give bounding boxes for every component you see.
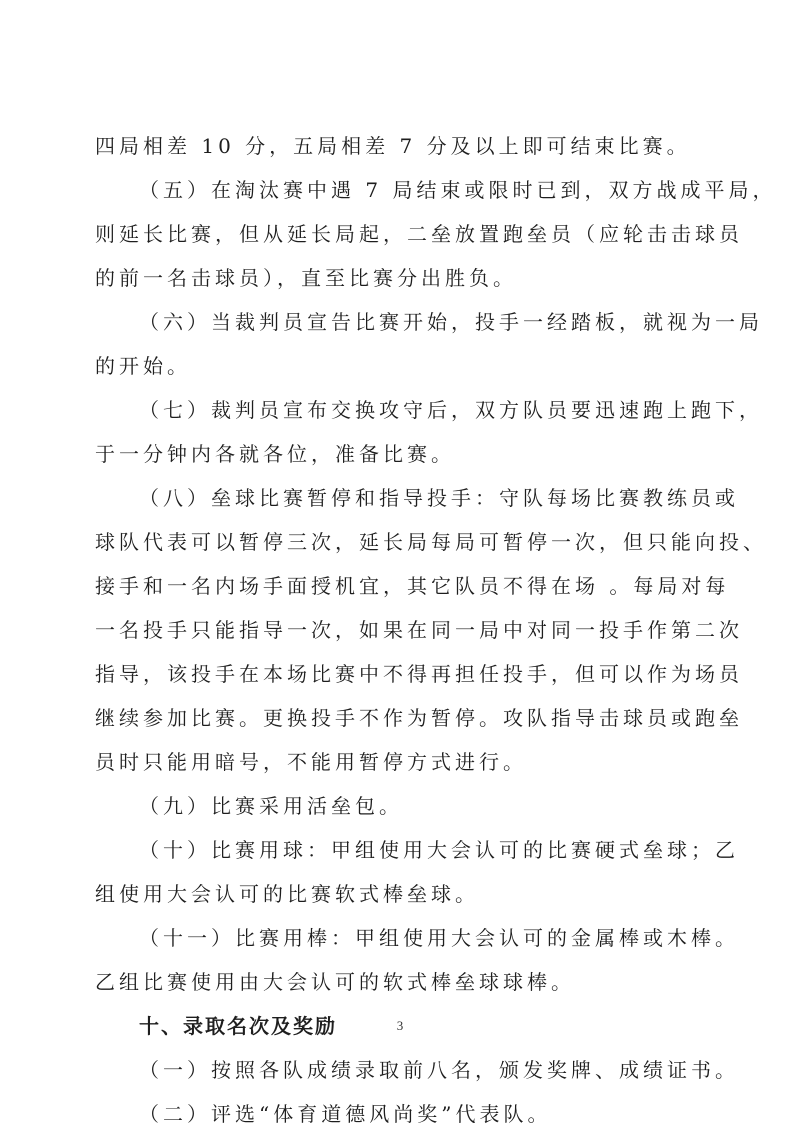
paragraph-line: （十一）比赛用棒：甲组使用大会认可的金属棒或木棒。 bbox=[139, 926, 739, 950]
paragraph-line: 乙组比赛使用由大会认可的软式棒垒球球棒。 bbox=[95, 970, 575, 994]
paragraph-line: （七）裁判员宣布交换攻守后，双方队员要迅速跑上跑下， bbox=[139, 398, 763, 422]
page-number: 3 bbox=[396, 1018, 404, 1033]
paragraph-line: （六）当裁判员宣告比赛开始，投手一经踏板，就视为一局 bbox=[139, 310, 763, 334]
paragraph-line: （二）评选“体育道德风尚奖”代表队。 bbox=[139, 1102, 552, 1126]
paragraph-line: 指导，该投手在本场比赛中不得再担任投手，但可以作为场员 bbox=[95, 662, 743, 686]
paragraph-line: 于一分钟内各就各位，准备比赛。 bbox=[95, 442, 455, 466]
paragraph-line: （十）比赛用球：甲组使用大会认可的比赛硬式垒球；乙 bbox=[139, 838, 739, 862]
paragraph-line: 一名投手只能指导一次，如果在同一局中对同一投手作第二次 bbox=[95, 618, 743, 642]
document-body bbox=[95, 124, 777, 1136]
paragraph-line: 员时只能用暗号，不能用暂停方式进行。 bbox=[95, 750, 527, 774]
paragraph-line: 球队代表可以暂停三次，延长局每局可暂停一次，但只能向投、 bbox=[95, 530, 767, 554]
section-heading: 十、录取名次及奖励 bbox=[139, 1014, 337, 1038]
paragraph-line: （一）按照各队成绩录取前八名，颁发奖牌、成绩证书。 bbox=[139, 1058, 739, 1082]
paragraph-line: 继续参加比赛。更换投手不作为暂停。攻队指导击球员或跑垒 bbox=[95, 706, 743, 730]
paragraph-line: 则延长比赛，但从延长局起，二垒放置跑垒员（应轮击击球员 bbox=[95, 222, 743, 246]
paragraph-line: 的开始。 bbox=[95, 354, 191, 378]
paragraph-line: 四局相差 10 分，五局相差 7 分及以上即可结束比赛。 bbox=[95, 134, 691, 158]
paragraph-line: （五）在淘汰赛中遇 7 局结束或限时已到，双方战成平局， bbox=[139, 178, 777, 202]
paragraph-line: （九）比赛采用活垒包。 bbox=[139, 794, 403, 818]
paragraph-line: 组使用大会认可的比赛软式棒垒球。 bbox=[95, 882, 479, 906]
paragraph-line: 的前一名击球员），直至比赛分出胜负。 bbox=[95, 266, 517, 290]
paragraph-line: 接手和一名内场手面授机宜，其它队员不得在场 。每局对每 bbox=[95, 574, 730, 598]
paragraph-line: （八）垒球比赛暂停和指导投手：守队每场比赛教练员或 bbox=[139, 486, 739, 510]
